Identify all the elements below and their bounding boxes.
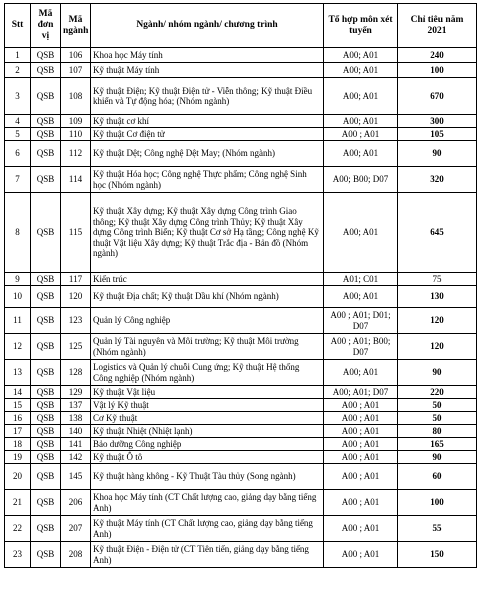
cell-combo: A00 ; A01 bbox=[324, 438, 398, 451]
header-row bbox=[5, 4, 477, 48]
cell-stt: 21 bbox=[5, 490, 31, 516]
cell-quota: 300 bbox=[398, 115, 477, 128]
cell-unit-code: QSB bbox=[31, 48, 61, 63]
cell-quota: 105 bbox=[398, 128, 477, 141]
cell-unit-code: QSB bbox=[31, 193, 61, 273]
cell-major-code: 114 bbox=[61, 167, 91, 193]
cell-quota: 55 bbox=[398, 516, 477, 542]
cell-stt: 15 bbox=[5, 399, 31, 412]
cell-quota: 320 bbox=[398, 167, 477, 193]
cell-major-name: Kỹ thuật Điện - Điện tử (CT Tiên tiến, giảng dạy bằng tiếng Anh) bbox=[91, 542, 324, 568]
table-row bbox=[5, 193, 477, 273]
cell-major-name: Kỹ thuật Điện; Kỹ thuật Điện tử - Viễn thông; Kỹ thuật Điều khiển và Tự động hóa; (Nhóm ngành) bbox=[91, 78, 324, 115]
cell-unit-code: QSB bbox=[31, 451, 61, 464]
cell-stt: 13 bbox=[5, 360, 31, 386]
cell-combo: A00; A01 bbox=[324, 141, 398, 167]
cell-combo: A00 ; A01 bbox=[324, 412, 398, 425]
table-row bbox=[5, 438, 477, 451]
table-row bbox=[5, 308, 477, 334]
cell-major-code: 123 bbox=[61, 308, 91, 334]
cell-unit-code: QSB bbox=[31, 78, 61, 115]
cell-major-code: 120 bbox=[61, 286, 91, 308]
cell-combo: A00 ; A01 bbox=[324, 464, 398, 490]
cell-major-code: 137 bbox=[61, 399, 91, 412]
cell-major-name: Logistics và Quản lý chuỗi Cung ứng; Kỹ thuật Hệ thống Công nghiệp (Nhóm ngành) bbox=[91, 360, 324, 386]
cell-stt: 20 bbox=[5, 464, 31, 490]
cell-unit-code: QSB bbox=[31, 286, 61, 308]
cell-unit-code: QSB bbox=[31, 128, 61, 141]
header-major-code: Mã ngành bbox=[61, 4, 91, 48]
cell-quota: 75 bbox=[398, 273, 477, 286]
cell-major-name: Kỹ thuật Máy tính (CT Chất lượng cao, giảng dạy bằng tiếng Anh) bbox=[91, 516, 324, 542]
cell-stt: 9 bbox=[5, 273, 31, 286]
cell-combo: A01; C01 bbox=[324, 273, 398, 286]
cell-quota: 645 bbox=[398, 193, 477, 273]
cell-unit-code: QSB bbox=[31, 115, 61, 128]
cell-combo: A00 ; A01; B00; D07 bbox=[324, 334, 398, 360]
cell-stt: 16 bbox=[5, 412, 31, 425]
cell-major-name: Kỹ thuật Xây dựng; Kỹ thuật Xây dựng Công trình Giao thông; Kỹ thuật Xây dựng Công trình Thủy; Kỹ thuật Xây dựng Công trình Biển; Kỹ thuật Cơ sở Hạ tầng; Công nghệ Kỹ thuật Vật liệu Xây dựng; Kỹ thuật Trắc địa - Bản đồ (Nhóm ngành) bbox=[91, 193, 324, 273]
cell-major-name: Bảo dưỡng Công nghiệp bbox=[91, 438, 324, 451]
table-row bbox=[5, 78, 477, 115]
cell-major-code: 117 bbox=[61, 273, 91, 286]
table-header bbox=[5, 4, 477, 48]
cell-major-code: 115 bbox=[61, 193, 91, 273]
cell-unit-code: QSB bbox=[31, 141, 61, 167]
cell-quota: 100 bbox=[398, 490, 477, 516]
cell-major-name: Kỹ thuật cơ khí bbox=[91, 115, 324, 128]
cell-combo: A00; A01 bbox=[324, 78, 398, 115]
cell-unit-code: QSB bbox=[31, 438, 61, 451]
table-row bbox=[5, 167, 477, 193]
cell-major-code: 206 bbox=[61, 490, 91, 516]
table-row bbox=[5, 334, 477, 360]
cell-stt: 14 bbox=[5, 386, 31, 399]
cell-quota: 130 bbox=[398, 286, 477, 308]
cell-major-code: 108 bbox=[61, 78, 91, 115]
cell-major-name: Kỹ thuật Vật liệu bbox=[91, 386, 324, 399]
cell-major-code: 207 bbox=[61, 516, 91, 542]
cell-combo: A00; A01 bbox=[324, 115, 398, 128]
header-combo: Tổ hợp môn xét tuyển bbox=[324, 4, 398, 48]
table-body bbox=[5, 48, 477, 568]
cell-unit-code: QSB bbox=[31, 399, 61, 412]
cell-quota: 60 bbox=[398, 464, 477, 490]
cell-stt: 18 bbox=[5, 438, 31, 451]
cell-quota: 90 bbox=[398, 451, 477, 464]
cell-major-code: 107 bbox=[61, 63, 91, 78]
cell-unit-code: QSB bbox=[31, 516, 61, 542]
cell-stt: 19 bbox=[5, 451, 31, 464]
cell-combo: A00 ; A01 bbox=[324, 516, 398, 542]
cell-stt: 3 bbox=[5, 78, 31, 115]
cell-major-code: 110 bbox=[61, 128, 91, 141]
table-row bbox=[5, 386, 477, 399]
cell-combo: A00; A01 bbox=[324, 360, 398, 386]
table-row bbox=[5, 63, 477, 78]
cell-stt: 17 bbox=[5, 425, 31, 438]
cell-stt: 1 bbox=[5, 48, 31, 63]
table-row bbox=[5, 425, 477, 438]
cell-major-name: Kỹ thuật hàng không - Kỹ Thuật Tàu thủy (Song ngành) bbox=[91, 464, 324, 490]
cell-unit-code: QSB bbox=[31, 63, 61, 78]
cell-stt: 4 bbox=[5, 115, 31, 128]
cell-quota: 50 bbox=[398, 399, 477, 412]
cell-unit-code: QSB bbox=[31, 308, 61, 334]
cell-major-name: Vật lý Kỹ thuật bbox=[91, 399, 324, 412]
cell-unit-code: QSB bbox=[31, 464, 61, 490]
table-row bbox=[5, 141, 477, 167]
cell-stt: 23 bbox=[5, 542, 31, 568]
cell-major-name: Quản lý Công nghiệp bbox=[91, 308, 324, 334]
cell-major-code: 208 bbox=[61, 542, 91, 568]
cell-stt: 2 bbox=[5, 63, 31, 78]
cell-unit-code: QSB bbox=[31, 167, 61, 193]
cell-major-name: Khoa học Máy tính bbox=[91, 48, 324, 63]
cell-major-name: Cơ Kỹ thuật bbox=[91, 412, 324, 425]
cell-combo: A00 ; A01 bbox=[324, 542, 398, 568]
cell-quota: 120 bbox=[398, 334, 477, 360]
cell-major-name: Kỹ thuật Dệt; Công nghệ Dệt May; (Nhóm ngành) bbox=[91, 141, 324, 167]
cell-stt: 8 bbox=[5, 193, 31, 273]
cell-major-code: 140 bbox=[61, 425, 91, 438]
cell-major-code: 125 bbox=[61, 334, 91, 360]
table-row bbox=[5, 286, 477, 308]
table-row bbox=[5, 115, 477, 128]
cell-major-code: 106 bbox=[61, 48, 91, 63]
header-quota: Chỉ tiêu năm 2021 bbox=[398, 4, 477, 48]
header-major: Ngành/ nhóm ngành/ chương trình bbox=[91, 4, 324, 48]
header-unit-code: Mã đơn vị bbox=[31, 4, 61, 48]
admission-quota-table bbox=[4, 3, 477, 568]
cell-unit-code: QSB bbox=[31, 490, 61, 516]
cell-major-code: 138 bbox=[61, 412, 91, 425]
table-row bbox=[5, 412, 477, 425]
cell-stt: 10 bbox=[5, 286, 31, 308]
cell-quota: 90 bbox=[398, 141, 477, 167]
cell-combo: A00 ; A01 bbox=[324, 490, 398, 516]
cell-quota: 670 bbox=[398, 78, 477, 115]
cell-combo: A00; A01 bbox=[324, 193, 398, 273]
header-stt: Stt bbox=[5, 4, 31, 48]
cell-major-code: 112 bbox=[61, 141, 91, 167]
cell-quota: 150 bbox=[398, 542, 477, 568]
cell-major-name: Kỹ thuật Hóa học; Công nghệ Thực phẩm; Công nghệ Sinh học (Nhóm ngành) bbox=[91, 167, 324, 193]
cell-unit-code: QSB bbox=[31, 425, 61, 438]
cell-quota: 220 bbox=[398, 386, 477, 399]
cell-major-name: Kỹ thuật Nhiệt (Nhiệt lạnh) bbox=[91, 425, 324, 438]
cell-quota: 165 bbox=[398, 438, 477, 451]
cell-major-code: 142 bbox=[61, 451, 91, 464]
cell-unit-code: QSB bbox=[31, 386, 61, 399]
cell-unit-code: QSB bbox=[31, 360, 61, 386]
cell-major-name: Kỹ thuật Địa chất; Kỹ thuật Dầu khí (Nhóm ngành) bbox=[91, 286, 324, 308]
cell-combo: A00 ; A01; D01; D07 bbox=[324, 308, 398, 334]
cell-unit-code: QSB bbox=[31, 542, 61, 568]
cell-stt: 5 bbox=[5, 128, 31, 141]
table-row bbox=[5, 516, 477, 542]
table-row bbox=[5, 360, 477, 386]
table-row bbox=[5, 542, 477, 568]
cell-unit-code: QSB bbox=[31, 334, 61, 360]
cell-combo: A00 ; A01 bbox=[324, 128, 398, 141]
cell-major-code: 141 bbox=[61, 438, 91, 451]
table-row bbox=[5, 451, 477, 464]
cell-quota: 120 bbox=[398, 308, 477, 334]
cell-quota: 240 bbox=[398, 48, 477, 63]
cell-stt: 12 bbox=[5, 334, 31, 360]
cell-combo: A00 ; A01 bbox=[324, 399, 398, 412]
cell-quota: 50 bbox=[398, 412, 477, 425]
cell-combo: A00; A01 bbox=[324, 63, 398, 78]
cell-major-code: 109 bbox=[61, 115, 91, 128]
cell-combo: A00; A01; D07 bbox=[324, 386, 398, 399]
cell-combo: A00; B00; D07 bbox=[324, 167, 398, 193]
table-row bbox=[5, 464, 477, 490]
table-row bbox=[5, 273, 477, 286]
cell-quota: 90 bbox=[398, 360, 477, 386]
cell-major-code: 128 bbox=[61, 360, 91, 386]
cell-major-code: 129 bbox=[61, 386, 91, 399]
cell-combo: A00; A01 bbox=[324, 286, 398, 308]
cell-stt: 7 bbox=[5, 167, 31, 193]
cell-stt: 6 bbox=[5, 141, 31, 167]
table-row bbox=[5, 48, 477, 63]
cell-major-name: Kỹ thuật Máy tính bbox=[91, 63, 324, 78]
table-row bbox=[5, 399, 477, 412]
cell-stt: 11 bbox=[5, 308, 31, 334]
table-row bbox=[5, 128, 477, 141]
cell-major-name: Kiến trúc bbox=[91, 273, 324, 286]
cell-stt: 22 bbox=[5, 516, 31, 542]
cell-unit-code: QSB bbox=[31, 412, 61, 425]
cell-major-name: Quản lý Tài nguyên và Môi trường; Kỹ thuật Môi trường (Nhóm ngành) bbox=[91, 334, 324, 360]
cell-major-name: Khoa học Máy tính (CT Chất lượng cao, giảng dạy bằng tiếng Anh) bbox=[91, 490, 324, 516]
cell-major-code: 145 bbox=[61, 464, 91, 490]
table-row bbox=[5, 490, 477, 516]
cell-quota: 80 bbox=[398, 425, 477, 438]
cell-quota: 100 bbox=[398, 63, 477, 78]
cell-major-name: Kỹ thuật Ô tô bbox=[91, 451, 324, 464]
cell-combo: A00; A01 bbox=[324, 48, 398, 63]
cell-combo: A00 ; A01 bbox=[324, 425, 398, 438]
cell-unit-code: QSB bbox=[31, 273, 61, 286]
cell-major-name: Kỹ thuật Cơ điện tử bbox=[91, 128, 324, 141]
cell-combo: A00 ; A01 bbox=[324, 451, 398, 464]
